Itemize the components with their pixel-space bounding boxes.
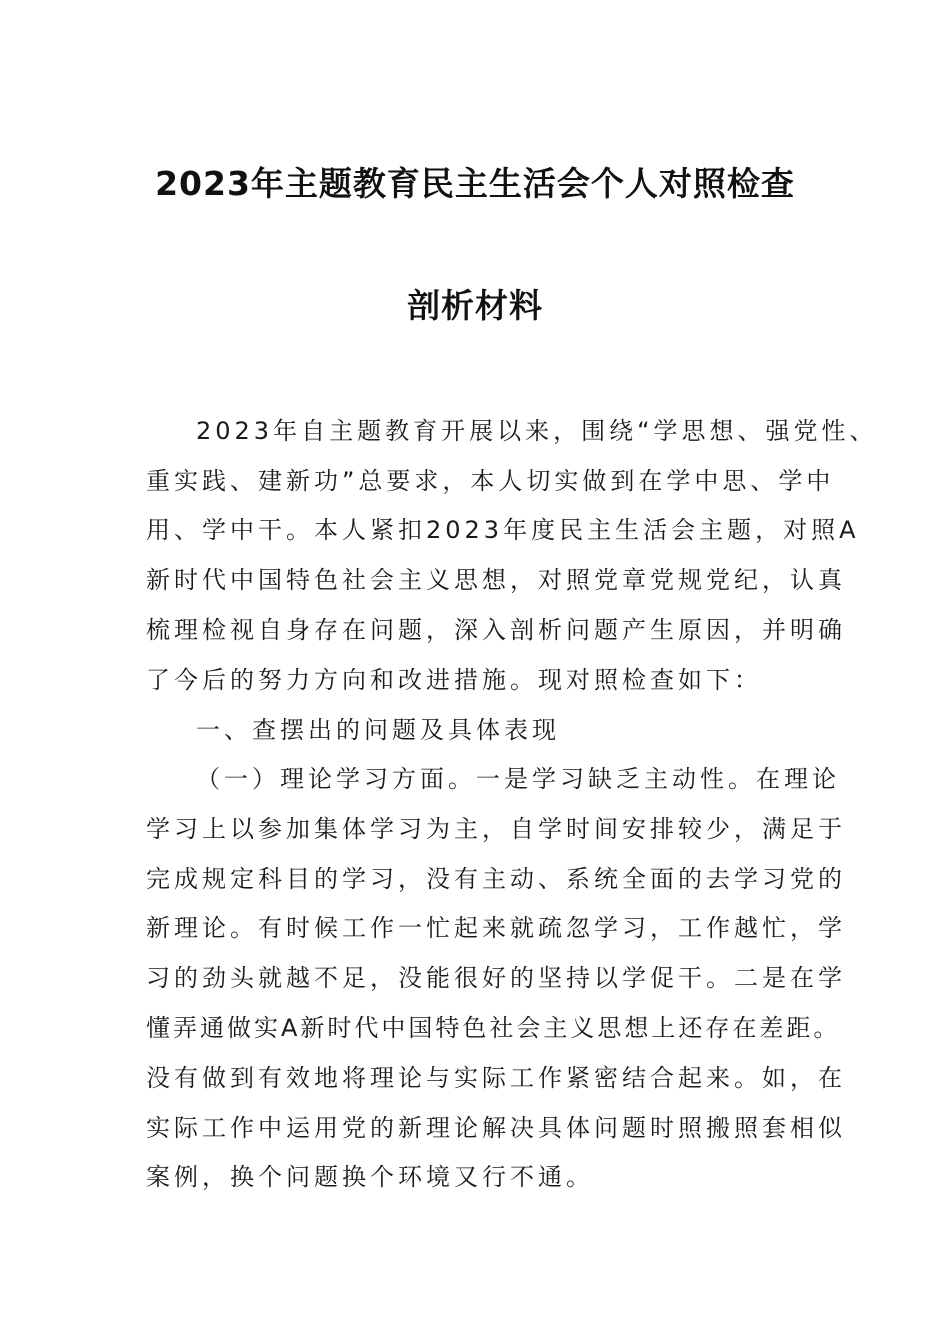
section-heading-1: 一、查摆出的问题及具体表现: [196, 716, 560, 744]
paragraph-1-line-5: 梳理检视自身存在问题，深入剖析问题产生原因，并明确: [146, 616, 846, 644]
paragraph-2-line-6: 懂弄通做实A新时代中国特色社会主义思想上还存在差距。: [146, 1014, 841, 1042]
paragraph-1-line-3: 用、学中干。本人紧扣2023年度民主生活会主题，对照A: [146, 516, 860, 544]
document-title-line-1: 2023年主题教育民主生活会个人对照检查: [155, 164, 795, 203]
paragraph-2-line-4: 新理论。有时候工作一忙起来就疏忽学习，工作越忙，学: [146, 914, 846, 942]
document-title-line-2: 剖析材料: [407, 286, 543, 325]
paragraph-2-line-8: 实际工作中运用党的新理论解决具体问题时照搬照套相似: [146, 1114, 846, 1142]
paragraph-1-line-2: 重实践、建新功”总要求，本人切实做到在学中思、学中: [146, 467, 835, 495]
paragraph-2-line-7: 没有做到有效地将理论与实际工作紧密结合起来。如，在: [146, 1064, 846, 1092]
paragraph-2-line-1: （一）理论学习方面。一是学习缺乏主动性。在理论: [196, 765, 840, 793]
paragraph-2-line-3: 完成规定科目的学习，没有主动、系统全面的去学习党的: [146, 865, 846, 893]
paragraph-1-line-4: 新时代中国特色社会主义思想，对照党章党规党纪，认真: [146, 566, 846, 594]
paragraph-1-line-1: 2023年自主题教育开展以来，围绕“学思想、强党性、: [196, 417, 878, 445]
paragraph-2-line-5: 习的劲头就越不足，没能很好的坚持以学促干。二是在学: [146, 964, 846, 992]
paragraph-2-line-9: 案例，换个问题换个环境又行不通。: [146, 1163, 594, 1191]
paragraph-2-line-2: 学习上以参加集体学习为主，自学时间安排较少，满足于: [146, 815, 846, 843]
paragraph-1-line-6: 了今后的努力方向和改进措施。现对照检查如下：: [146, 666, 762, 694]
